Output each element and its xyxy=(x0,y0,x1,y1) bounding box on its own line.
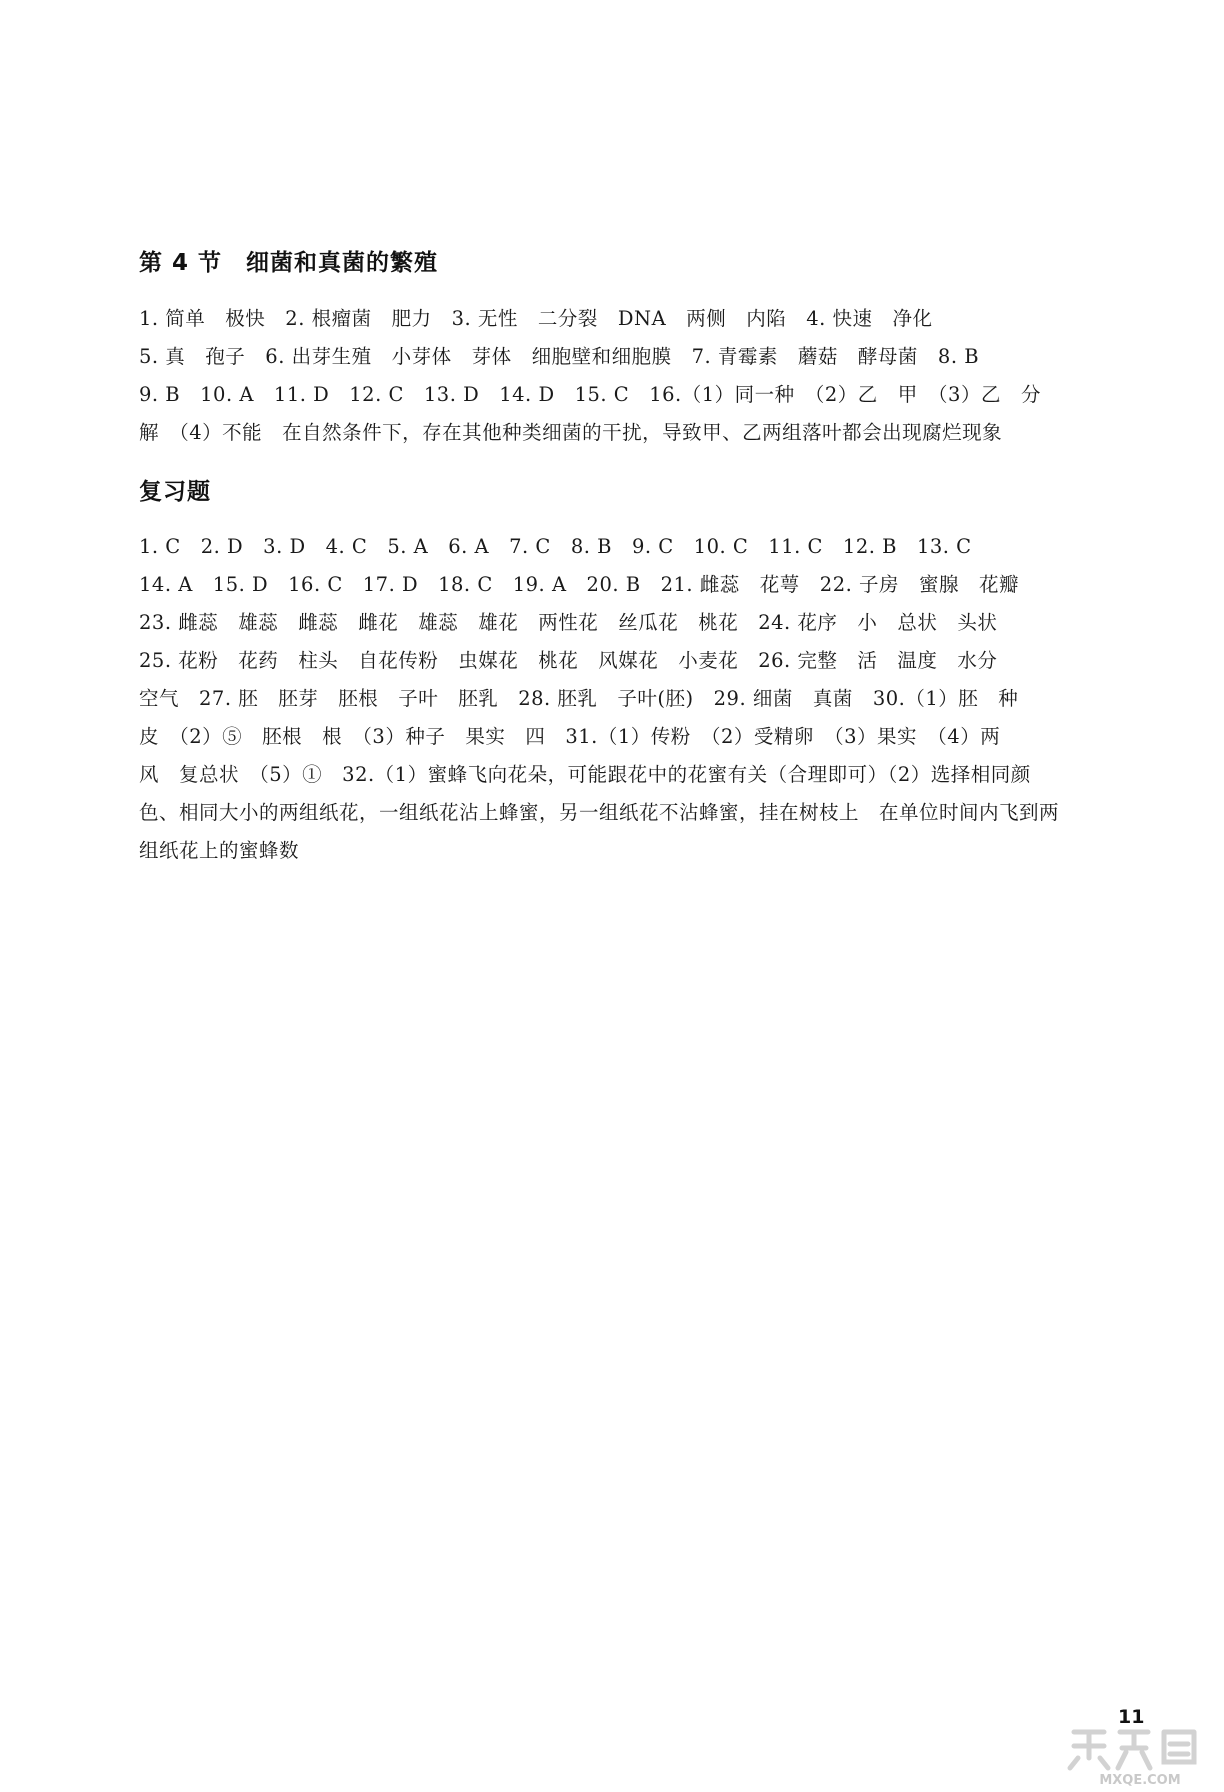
section-title-bacteria-fungi-reproduction: 第 4 节 细菌和真菌的繁殖 xyxy=(139,250,439,276)
answer-line: 空气 27. 胚 胚芽 胚根 子叶 胚乳 28. 胚乳 子叶(胚) 29. 细菌 真菌 30.（1）胚 种 xyxy=(139,687,1019,710)
watermark-text: MXQE.COM xyxy=(1099,1773,1181,1788)
answer-line: 1. C 2. D 3. D 4. C 5. A 6. A 7. C 8. B 9. C 10. C 11. C 12. B 13. C xyxy=(139,535,972,558)
page-number: 11 xyxy=(1118,1706,1145,1728)
answer-line: 皮 （2）⑤ 胚根 根 （3）种子 果实 四 31.（1）传粉 （2）受精卵 （3）果实 （4）两 xyxy=(139,725,1001,748)
section-2-answers xyxy=(139,528,1094,870)
answer-line: 风 复总状 （5）① 32.（1）蜜蜂飞向花朵，可能跟花中的花蜜有关（合理即可）（2）选择相同颜 xyxy=(139,763,1031,786)
answer-line: 解 （4）不能 在自然条件下，存在其他种类细菌的干扰，导致甲、乙两组落叶都会出现腐烂现象 xyxy=(139,421,1003,444)
answer-line: 组纸花上的蜜蜂数 xyxy=(139,839,300,862)
answer-line: 25. 花粉 花药 柱头 自花传粉 虫媒花 桃花 风媒花 小麦花 26. 完整 活 温度 水分 xyxy=(139,649,998,672)
answer-line: 14. A 15. D 16. C 17. D 18. C 19. A 20. B 21. 雌蕊 花萼 22. 子房 蜜腺 花瓣 xyxy=(139,573,1019,596)
section-title-review-questions: 复习题 xyxy=(139,479,211,505)
answer-line: 9. B 10. A 11. D 12. C 13. D 14. D 15. C 16.（1）同一种 （2）乙 甲 （3）乙 分 xyxy=(139,383,1041,406)
answer-line: 5. 真 孢子 6. 出芽生殖 小芽体 芽体 细胞壁和细胞膜 7. 青霉素 蘑菇 酵母菌 8. B xyxy=(139,345,980,368)
answer-line: 23. 雌蕊 雄蕊 雌蕊 雌花 雄蕊 雄花 两性花 丝瓜花 桃花 24. 花序 小 总状 头状 xyxy=(139,611,998,634)
answer-line: 色、相同大小的两组纸花，一组纸花沾上蜂蜜，另一组纸花不沾蜂蜜，挂在树枝上 在单位时间内飞到两 xyxy=(139,801,1060,824)
watermark-logo xyxy=(1060,1722,1220,1788)
section-1-answers xyxy=(139,300,1094,452)
answer-line: 1. 简单 极快 2. 根瘤菌 肥力 3. 无性 二分裂 DNA 两侧 内陷 4. 快速 净化 xyxy=(139,307,933,330)
